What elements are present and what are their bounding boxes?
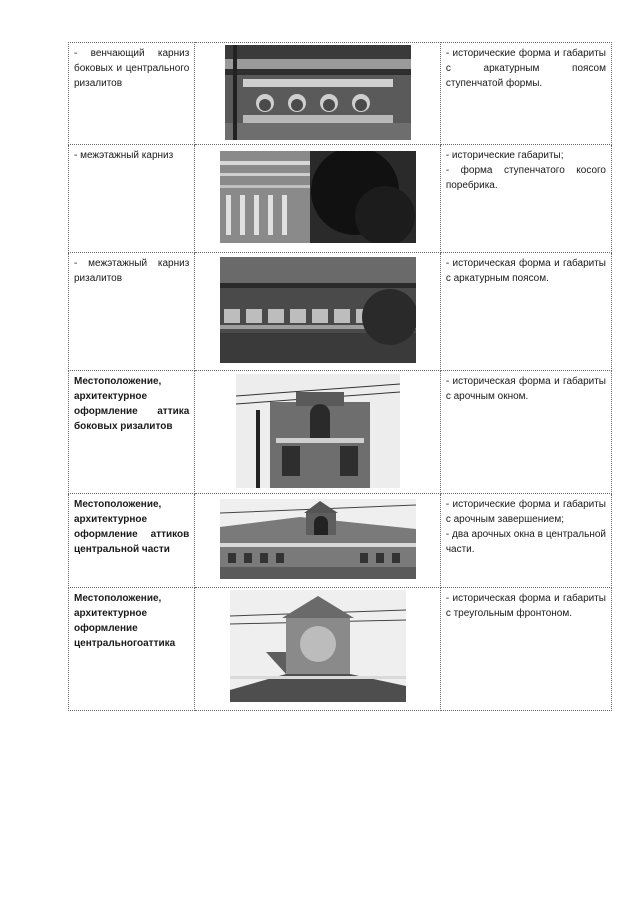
element-cell: [69, 43, 195, 145]
element-text: - межэтажный карниз: [74, 150, 174, 161]
photo-cell: [195, 43, 441, 145]
facade-elements-table: [68, 42, 612, 711]
requirement-text: - два арочных окна в центральной части.: [445, 529, 606, 555]
photo-cell: [195, 494, 441, 588]
photo-attic-side-risalits: [236, 374, 400, 488]
requirement-text: - историческая форма и габариты с арочным окном.: [445, 376, 606, 402]
element-cell: [69, 253, 195, 371]
requirement-text: - исторические форма и габариты с арочным завершением;: [445, 499, 606, 525]
requirements-cell: [440, 253, 611, 371]
requirements-cell: [440, 145, 611, 253]
table-row: [69, 145, 612, 253]
element-text: Местоположение, архитектурное оформление центральногоаттика: [74, 593, 176, 649]
requirement-text: - форма ступенчатого косого поребрика.: [445, 165, 606, 191]
table-row: [69, 43, 612, 145]
element-text: Местоположение, архитектурное оформление аттика боковых ризалитов: [74, 376, 190, 432]
photo-cell: [195, 253, 441, 371]
photo-central-attic: [230, 590, 406, 702]
photo-cell: [195, 145, 441, 253]
table-row: [69, 494, 612, 588]
table-row: [69, 253, 612, 371]
requirements-cell: [440, 43, 611, 145]
photo-attics-central-part: [220, 499, 416, 579]
photo-cornice-risalits: [225, 45, 411, 140]
requirement-text: - историческая форма и габариты с треугольным фронтоном.: [445, 593, 606, 619]
photo-cell: [195, 588, 441, 711]
requirements-cell: [440, 371, 611, 494]
element-text: - венчающий карниз боковых и центрального ризалитов: [74, 48, 190, 89]
element-cell: [69, 588, 195, 711]
requirements-cell: [440, 588, 611, 711]
requirements-cell: [440, 494, 611, 588]
table-row: [69, 588, 612, 711]
requirement-text: - историческая форма и габариты с аркатурным поясом.: [445, 258, 606, 284]
element-cell: [69, 371, 195, 494]
photo-risalit-cornice: [220, 257, 416, 363]
element-text: - межэтажный карниз ризалитов: [74, 258, 190, 284]
element-cell: [69, 145, 195, 253]
photo-cell: [195, 371, 441, 494]
requirement-text: - исторические габариты;: [445, 150, 564, 161]
photo-interfloor-cornice: [220, 151, 416, 243]
element-cell: [69, 494, 195, 588]
requirement-text: - исторические форма и габариты с аркатурным поясом ступенчатой формы.: [445, 48, 606, 89]
element-text: Местоположение, архитектурное оформление аттиков центральной части: [74, 499, 190, 555]
table-row: [69, 371, 612, 494]
